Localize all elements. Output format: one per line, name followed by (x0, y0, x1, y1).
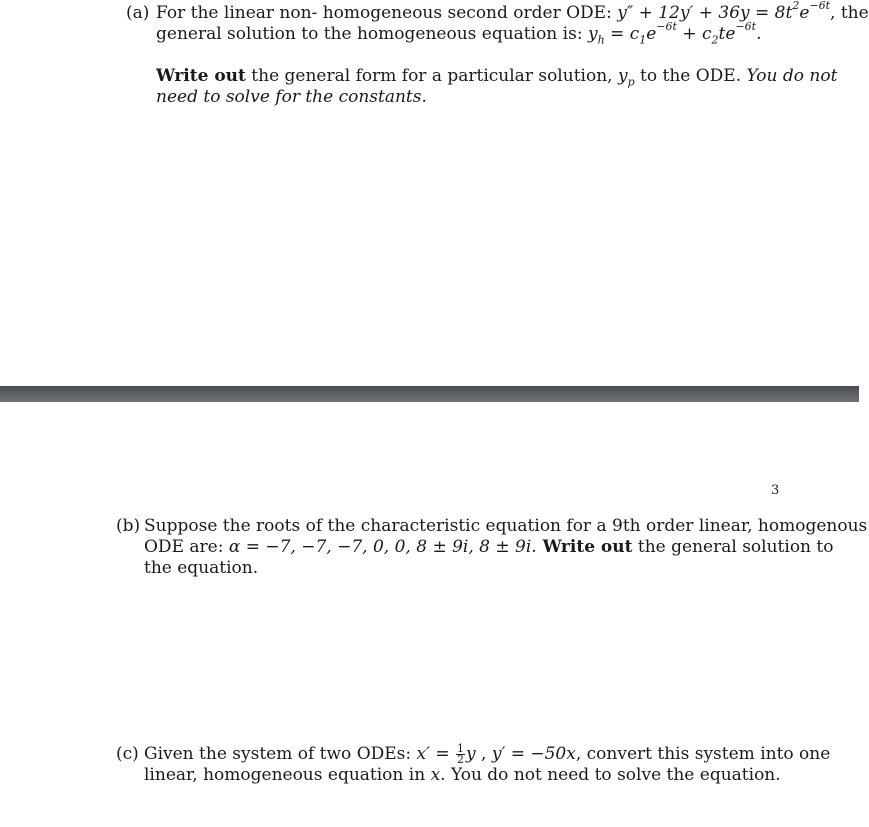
instruction-line-1 (156, 65, 838, 89)
separator: , (475, 744, 492, 764)
problem-a-line-2 (156, 20, 869, 47)
te-exponent: −6t (735, 20, 757, 34)
page-divider (0, 386, 859, 402)
problem-c-line-2 (144, 765, 830, 786)
one-half-fraction (456, 744, 465, 765)
ode-e-exponent: −6t (809, 0, 831, 13)
yh-symbol: y (587, 24, 598, 44)
problem-a-homog-text: general solution to the homogeneous equation is: (156, 24, 588, 44)
problem-a-instruction (156, 65, 837, 107)
yp-letter: y (617, 66, 628, 86)
problem-c-line1-tail: , convert this system into one (575, 744, 831, 764)
instruction-italic-1: You do not (746, 66, 838, 86)
e1-exponent: −6t (656, 20, 677, 34)
problem-c-line2-text: linear, homogeneous equation in (144, 765, 431, 785)
problem-c-label: (c) (116, 744, 139, 764)
instruction-text-2: to the ODE. (634, 66, 747, 86)
problem-a-label: (a) (126, 3, 150, 23)
plus-c: + c (676, 24, 712, 44)
e1: e (646, 24, 657, 44)
yh-subscript: h (597, 33, 605, 47)
problem-b-label: (b) (116, 516, 141, 536)
system-intro-text: Given the system of two ODEs: (144, 744, 417, 764)
instruction-text-1: the general form for a particular solution, (245, 66, 618, 86)
y-prime-eq: y′ = −50x (491, 744, 576, 764)
write-out-bold: Write out (156, 66, 246, 86)
x-symbol: x (430, 765, 441, 785)
problem-a-statement (156, 0, 869, 47)
problem-b-line2-tail: the general solution to (632, 537, 834, 557)
problem-c-line2-tail: . You do not need to solve the equation. (440, 765, 781, 785)
ode-are-text: ODE are: (144, 537, 229, 557)
write-out-bold-b: Write out (536, 537, 633, 557)
yh-eq-c: = c (604, 24, 640, 44)
problem-a-intro-text: For the linear non- homogeneous second order ODE: (156, 3, 618, 23)
ode-lhs: y″ + 12y′ + 36y = 8t (617, 3, 793, 23)
ode-e: e (799, 3, 810, 23)
ode-t-exponent: 2 (792, 0, 800, 13)
problem-b-line-3: the equation. (144, 558, 259, 578)
problem-c-statement (144, 744, 830, 786)
ode-equation (617, 0, 831, 23)
homogeneous-solution (587, 20, 757, 47)
roots-list: α = −7, −7, −7, 0, 0, 8 ± 9i, 8 ± 9i. (228, 537, 537, 557)
x-prime-eq: x′ = (416, 744, 456, 764)
problem-b-line-1: Suppose the roots of the characteristic equation for a 9th order linear, homogenous (144, 516, 868, 536)
problem-c (116, 742, 831, 794)
yp-subscript: p (627, 75, 635, 89)
problem-a (126, 0, 869, 63)
te: te (718, 24, 736, 44)
c1-subscript: 1 (639, 33, 647, 47)
problem-b-line-2 (144, 537, 867, 558)
page-number: 3 (771, 483, 780, 498)
c2-subscript: 2 (711, 33, 719, 47)
problem-a-line-1 (156, 0, 869, 24)
problem-b-statement (144, 516, 867, 579)
problem-a-line1-tail: , the (830, 3, 869, 23)
instruction-italic-2: need to solve for the constants. (156, 87, 427, 107)
fraction-denominator: 2 (457, 753, 465, 766)
period: . (756, 24, 762, 44)
problem-b (116, 516, 868, 586)
yp-symbol (617, 66, 635, 89)
fraction-numerator: 1 (457, 742, 465, 755)
y-symbol: y (466, 744, 476, 764)
problem-c-line-1 (144, 744, 830, 765)
